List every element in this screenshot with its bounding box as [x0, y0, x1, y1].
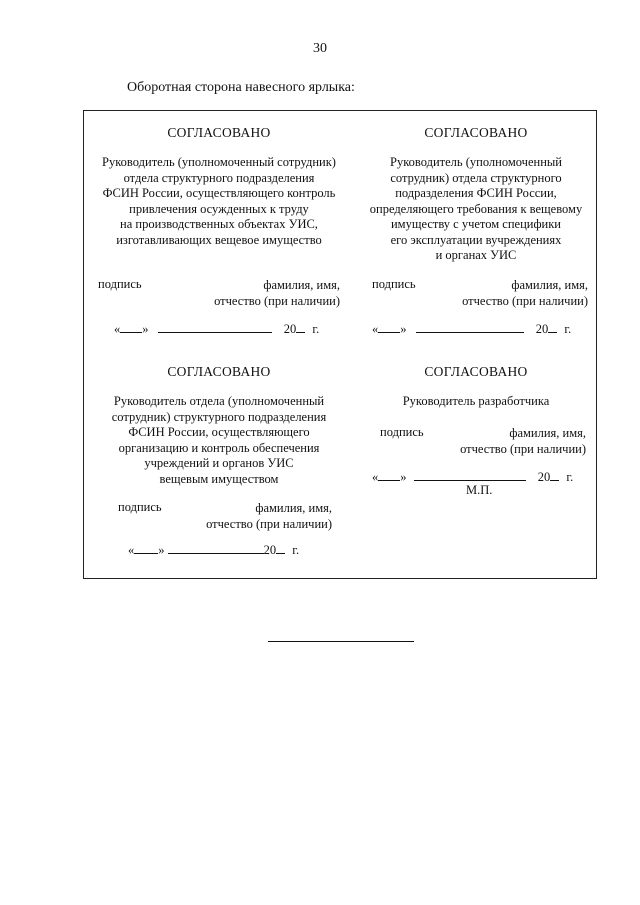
title-line: его эксплуатации вучреждениях: [390, 232, 562, 247]
year-blank: [548, 321, 557, 333]
name-label-line: фамилия, имя,: [509, 426, 586, 440]
title-line: вещевым имуществом: [159, 471, 279, 486]
year-blank: [296, 321, 305, 333]
month-blank: [158, 321, 272, 333]
title-line: Руководитель (уполномоченный сотрудник): [102, 155, 336, 169]
date-open-quote: «: [372, 322, 379, 336]
year-blank: [276, 542, 285, 554]
day-blank: [120, 321, 142, 333]
date-close-quote: »: [142, 322, 149, 336]
year-suffix: г.: [564, 322, 572, 336]
day-blank: [378, 321, 400, 333]
name-label-line: фамилия, имя,: [511, 278, 588, 292]
title-line: имуществу с учетом специфики: [390, 217, 561, 231]
page-caption: Оборотная сторона навесного ярлыка:: [127, 80, 355, 95]
year-suffix: г.: [566, 470, 574, 484]
signature-label: подпись: [98, 277, 142, 291]
approval-heading: СОГЛАСОВАНО: [424, 125, 528, 140]
approver-title: [84, 394, 354, 487]
approval-heading: СОГЛАСОВАНО: [424, 364, 528, 379]
title-line: ФСИН России, осуществляющего контроль: [102, 186, 336, 200]
signature-row: [380, 425, 586, 459]
signature-row: [372, 277, 588, 311]
title-line: учреждений и органов УИС: [144, 456, 294, 470]
closing-rule: [268, 641, 414, 642]
page-number: 30: [313, 41, 327, 56]
title-line: организацию и контроль обеспечения: [118, 440, 320, 455]
title-line: сотрудник) структурного подразделения: [111, 409, 327, 424]
date-close-quote: »: [400, 470, 407, 484]
approval-heading: СОГЛАСОВАНО: [167, 125, 271, 140]
title-line: подразделения ФСИН России,: [395, 186, 557, 200]
title-line: изготавливающих вещевое имущество: [116, 232, 322, 247]
year-prefix: 20: [537, 470, 551, 484]
year-prefix: 20: [263, 543, 277, 557]
name-label-line: фамилия, имя,: [263, 278, 340, 292]
seal-placeholder: М.П.: [466, 483, 493, 497]
title-line: на производственных объектах УИС,: [120, 217, 318, 231]
signature-label: подпись: [118, 500, 162, 514]
date-open-quote: «: [372, 470, 379, 484]
signature-label: подпись: [372, 277, 416, 291]
approver-title: [84, 155, 354, 248]
approver-title: [354, 155, 598, 264]
year-prefix: 20: [535, 322, 549, 336]
approval-frame: [83, 110, 597, 579]
date-row: [372, 321, 571, 337]
name-label-line: отчество (при наличии): [206, 517, 332, 531]
title-line: Руководитель разработчика: [402, 394, 550, 408]
name-label: [214, 277, 340, 309]
year-suffix: г.: [312, 322, 320, 336]
name-label: [462, 277, 588, 309]
title-line: Руководитель отдела (уполномоченный: [113, 394, 325, 408]
approver-title: [354, 394, 598, 410]
title-line: Руководитель (уполномоченный: [390, 155, 562, 169]
month-blank: [168, 542, 264, 554]
month-blank: [414, 469, 526, 481]
signature-row: [98, 277, 340, 311]
name-label: [206, 500, 332, 532]
date-close-quote: »: [400, 322, 407, 336]
title-line: и органах УИС: [435, 248, 517, 262]
day-blank: [378, 469, 400, 481]
signature-label: подпись: [380, 425, 424, 439]
date-row: [128, 542, 299, 558]
name-label-line: фамилия, имя,: [255, 501, 332, 515]
title-line: определяющего требования к вещевому: [369, 201, 583, 216]
title-line: привлечения осужденных к труду: [129, 201, 309, 216]
name-label: [460, 425, 586, 457]
date-close-quote: »: [158, 543, 165, 557]
year-blank: [550, 469, 559, 481]
approval-heading: СОГЛАСОВАНО: [167, 364, 271, 379]
month-blank: [416, 321, 524, 333]
date-row: [114, 321, 319, 337]
day-blank: [134, 542, 158, 554]
title-line: сотрудник) отдела структурного: [390, 170, 562, 185]
title-line: ФСИН России, осуществляющего: [128, 425, 310, 439]
date-open-quote: «: [114, 322, 121, 336]
signature-row: [118, 500, 332, 534]
date-open-quote: «: [128, 543, 135, 557]
year-prefix: 20: [283, 322, 297, 336]
year-suffix: г.: [292, 543, 300, 557]
name-label-line: отчество (при наличии): [460, 442, 586, 456]
title-line: отдела структурного подразделения: [123, 170, 315, 185]
name-label-line: отчество (при наличии): [214, 294, 340, 308]
name-label-line: отчество (при наличии): [462, 294, 588, 308]
